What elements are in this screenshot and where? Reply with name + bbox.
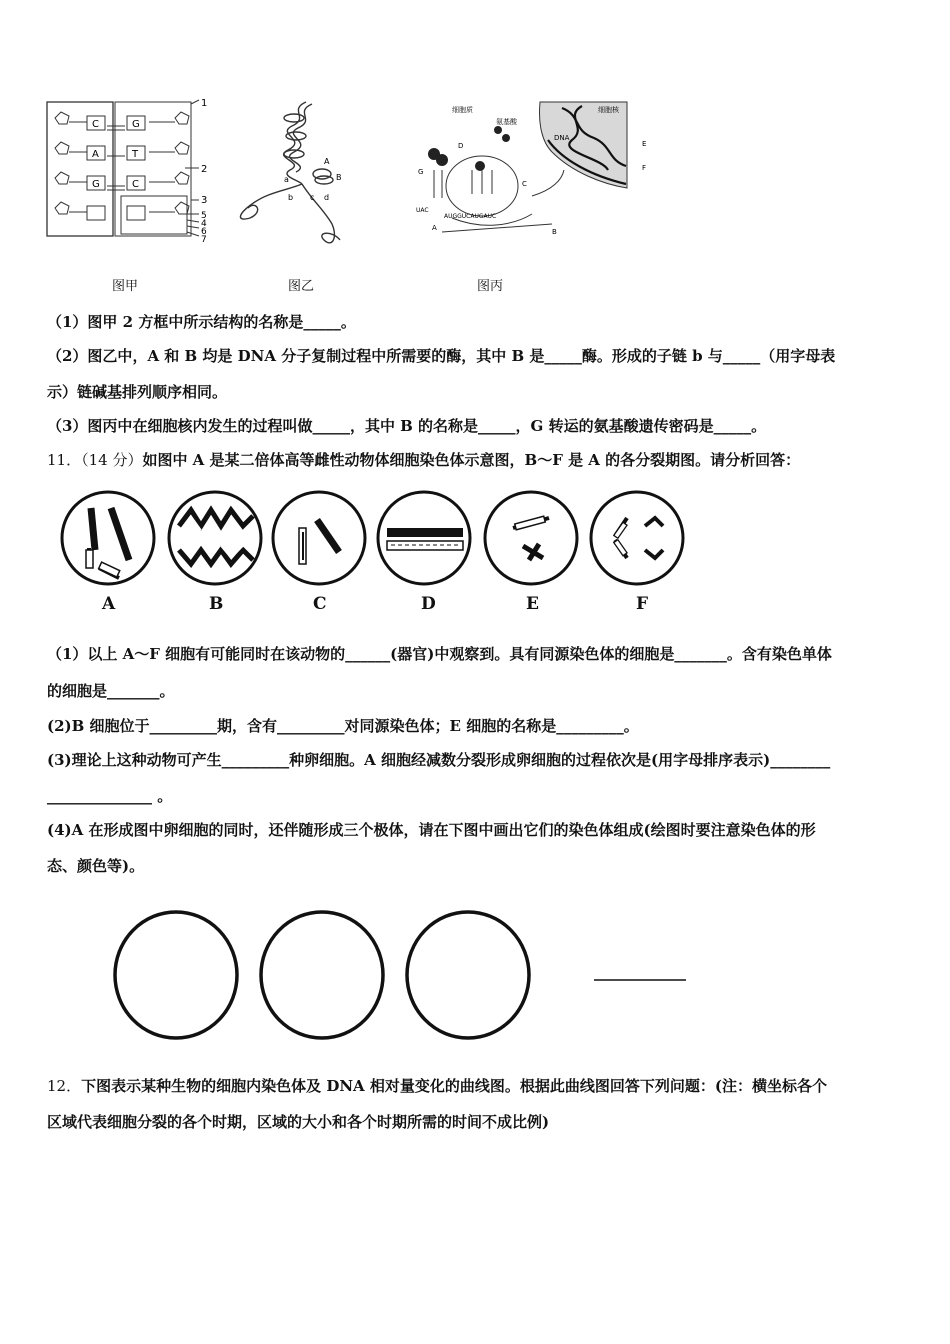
q11-part4-line2: 态、颜色等)。 [47, 857, 145, 875]
bing-label-mrna-seq: AUGGUCAUGAUC [444, 213, 497, 220]
jia-label-5: 5 [201, 211, 207, 221]
q11-stem-text: 如图中 A 是某二倍体高等雌性动物体细胞染色体示意图，B～F 是 A 的各分裂期图。请分析回答： [142, 451, 801, 469]
caption-bing: 图丙 [477, 279, 504, 294]
q11-part4-line1: (4)A 在形成图中卵细胞的同时，还伴随形成三个极体，请在下图中画出它们的染色体组成(绘图时要注意染色体的形 [47, 821, 816, 839]
cell-A-chromosomes [86, 508, 129, 578]
cell-E-chromosomes [513, 516, 549, 560]
yi-label-B: B [336, 173, 342, 182]
bing-label-cytoplasm: 细胞质 [452, 106, 473, 114]
bing-label-F: F [642, 164, 647, 172]
jia-base-right-2: T [132, 149, 139, 160]
q11-part1-line2: 的细胞是_______。 [47, 682, 175, 700]
polar-body-drawing-area [110, 905, 700, 1045]
q11-part3-line1: (3)理论上这种动物可产生_________种卵细胞。A 细胞经减数分裂形成卵细胞的过程依次是(用字母排序表示)________ [47, 751, 831, 769]
cell-D-chromosomes [387, 528, 463, 550]
bing-label-E: E [642, 140, 647, 148]
cell-F-chromosomes [614, 518, 663, 558]
figure-jia-dna-structure [45, 98, 215, 248]
q10-line-3: 示）链碱基排列顺序相同。 [47, 383, 228, 401]
cell-label-D: D [421, 594, 436, 614]
cell-label-F: F [636, 594, 649, 614]
bing-label-G: G [418, 168, 424, 176]
jia-base-right-3: C [132, 179, 139, 190]
yi-label-d: d [324, 193, 330, 202]
yi-label-b: b [288, 193, 294, 202]
jia-base-left-1: C [92, 119, 99, 130]
polar-body-circle-2[interactable] [261, 912, 383, 1038]
q11-part3-line2: ______________ 。 [47, 787, 173, 805]
q11-stem [47, 450, 800, 470]
q11-number: 11．（14 分） [47, 451, 143, 469]
cell-B-chromosomes [179, 510, 253, 564]
jia-base-left-3: G [92, 179, 100, 190]
q10-line-1: （1）图甲 2 方框中所示结构的名称是_____。 [47, 313, 356, 331]
bing-label-dna: DNA [554, 134, 570, 142]
q12-line-1 [47, 1076, 827, 1096]
jia-base-left-2: A [92, 149, 99, 160]
cell-C-chromosomes [299, 520, 339, 564]
polar-body-circle-3[interactable] [407, 912, 529, 1038]
jia-label-6: 6 [201, 227, 207, 237]
q12-number: 12． [47, 1077, 82, 1095]
bing-label-A: A [432, 224, 437, 232]
caption-yi: 图乙 [288, 279, 315, 294]
q11-part1-line1: （1）以上 A～F 细胞有可能同时在该动物的______(器官)中观察到。具有同源染色体的细胞是_______。含有染色单体 [47, 645, 832, 663]
bing-label-amino-acid: 氨基酸 [496, 118, 517, 126]
bing-label-C: C [522, 180, 527, 188]
cell-label-C: C [313, 594, 327, 614]
yi-label-A: A [324, 157, 330, 166]
q10-line-4: （3）图丙中在细胞核内发生的过程叫做_____，其中 B 的名称是_____，G 转运的氨基酸遗传密码是_____。 [47, 417, 767, 435]
jia-label-2: 2 [201, 164, 208, 175]
jia-base-right-1: G [132, 119, 140, 130]
jia-label-7: 7 [201, 235, 207, 245]
bing-label-D: D [458, 142, 464, 150]
bing-label-anticodon: UAC [416, 207, 429, 214]
figure-bing-transcription-translation [412, 100, 657, 250]
jia-label-1: 1 [201, 98, 208, 109]
cell-label-B: B [209, 594, 224, 614]
q11-cell-figures [55, 488, 695, 588]
q12-line-2: 区域代表细胞分裂的各个时期，区域的大小和各个时期所需的时间不成比例) [47, 1113, 550, 1131]
bing-label-B: B [552, 228, 557, 236]
q12-line-1-text: 下图表示某种生物的细胞内染色体及 DNA 相对量变化的曲线图。根据此曲线图回答下列问题：(注：横坐标各个 [81, 1077, 827, 1095]
bing-label-nucleus: 细胞核 [598, 106, 619, 114]
figure-yi-dna-replication [228, 100, 358, 250]
yi-label-c: c [310, 193, 315, 202]
polar-body-circle-1[interactable] [115, 912, 237, 1038]
cell-label-A: A [102, 594, 116, 614]
jia-label-4: 4 [201, 219, 207, 229]
q10-line-2: （2）图乙中，A 和 B 均是 DNA 分子复制过程中所需要的酶，其中 B 是_____酶。形成的子链 b 与_____（用字母表 [47, 347, 836, 365]
jia-label-3: 3 [201, 195, 208, 206]
caption-jia: 图甲 [112, 279, 139, 294]
yi-label-a: a [284, 175, 289, 184]
q11-part2: (2)B 细胞位于_________期，含有_________对同源染色体；E 细胞的名称是_________。 [47, 717, 639, 735]
cell-label-E: E [526, 594, 539, 614]
